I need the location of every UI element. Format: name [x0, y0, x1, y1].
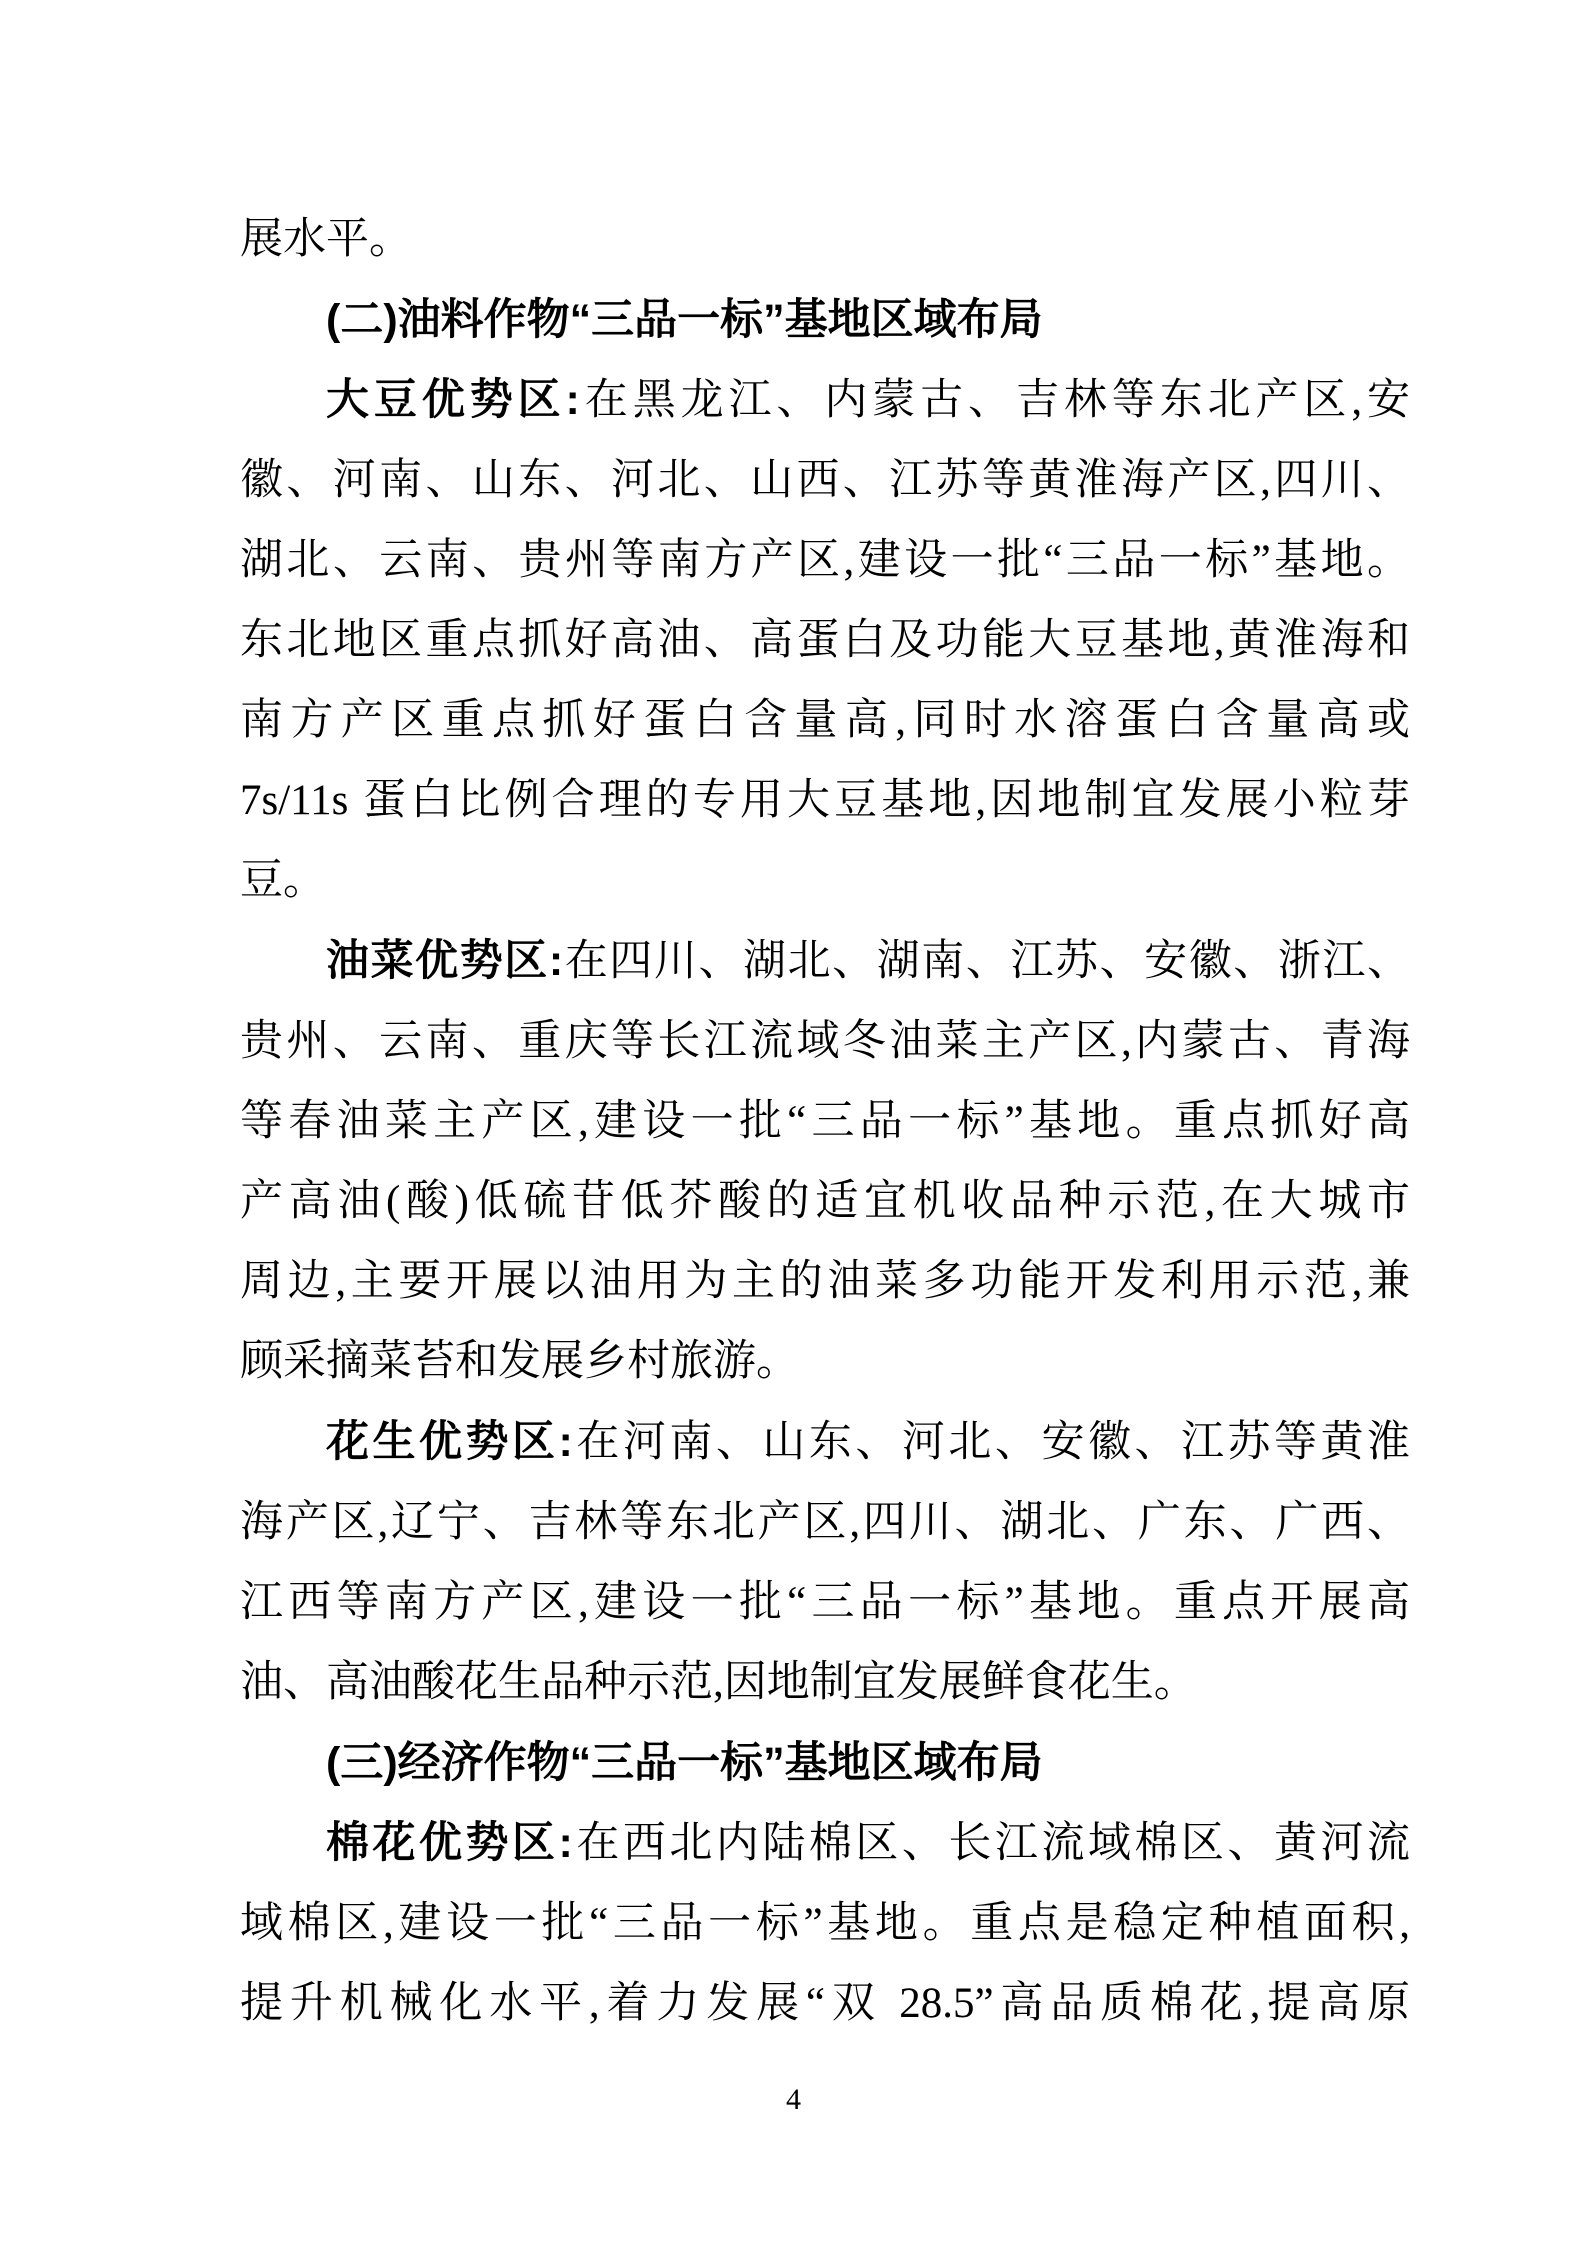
paragraph [240, 921, 1410, 1402]
paragraph-lead: 花生优势区: [326, 1418, 573, 1466]
text-line: 油、高油酸花生品种示范,因地制宜发展鲜食花生。 [240, 1659, 1197, 1706]
paragraph [240, 1402, 1410, 1723]
text-line: 展水平。 [240, 216, 412, 263]
line-text: 在河南、山东、河北、安徽、江苏等黄淮 [572, 1419, 1410, 1466]
text-line: 顾采摘菜苔和发展乡村旅游。 [240, 1338, 799, 1385]
text-line: 豆。 [240, 857, 326, 904]
section-heading [240, 1723, 1410, 1803]
line-text: 在黑龙江、内蒙古、吉林等东北产区,安 [579, 377, 1410, 424]
page-number: 4 [786, 2083, 801, 2116]
text-line: 东北地区重点抓好高油、高蛋白及功能大豆基地,黄淮海和 [240, 617, 1410, 664]
text-line: 贵州、云南、重庆等长江流域冬油菜主产区,内蒙古、青海 [240, 1018, 1410, 1065]
paragraph [240, 1803, 1410, 2044]
section-heading [240, 280, 1410, 360]
text-line: 周边,主要开展以油用为主的油菜多功能开发利用示范,兼 [240, 1258, 1410, 1305]
text-line [240, 360, 1410, 441]
text-line: 等春油菜主产区,建设一批“三品一标”基地。重点抓好高 [240, 1098, 1410, 1145]
text-line [240, 1402, 1410, 1483]
paragraph [240, 200, 1410, 280]
text-line: (三)经济作物“三品一标”基地区域布局 [326, 1739, 1043, 1787]
text-line: 江西等南方产区,建设一批“三品一标”基地。重点开展高 [240, 1579, 1410, 1626]
text-line: 7s/11s 蛋白比例合理的专用大豆基地,因地制宜发展小粒芽 [240, 777, 1410, 824]
text-line: 徽、河南、山东、河北、山西、江苏等黄淮海产区,四川、 [240, 457, 1410, 504]
text-line: 产高油(酸)低硫苷低芥酸的适宜机收品种示范,在大城市 [240, 1178, 1410, 1225]
text-line: 海产区,辽宁、吉林等东北产区,四川、湖北、广东、广西、 [240, 1499, 1410, 1546]
text-line: 域棉区,建设一批“三品一标”基地。重点是稳定种植面积, [240, 1900, 1410, 1947]
text-line: 南方产区重点抓好蛋白含量高,同时水溶蛋白含量高或 [240, 697, 1410, 744]
paragraph-lead: 油菜优势区: [326, 937, 564, 985]
text-line: (二)油料作物“三品一标”基地区域布局 [326, 296, 1043, 344]
paragraph-lead: 大豆优势区: [326, 376, 580, 424]
line-text: 在西北内陆棉区、长江流域棉区、黄河流 [572, 1820, 1410, 1867]
text-line: 湖北、云南、贵州等南方产区,建设一批“三品一标”基地。 [240, 537, 1410, 584]
document-body [240, 200, 1410, 2044]
paragraph-lead: 棉花优势区: [326, 1819, 573, 1867]
text-line [240, 921, 1410, 1002]
paragraph [240, 360, 1410, 921]
text-line [240, 1803, 1410, 1884]
text-line: 提升机械化水平,着力发展“双 28.5”高品质棉花,提高原 [240, 1980, 1410, 2027]
line-text: 在四川、湖北、湖南、江苏、安徽、浙江、 [563, 938, 1410, 985]
